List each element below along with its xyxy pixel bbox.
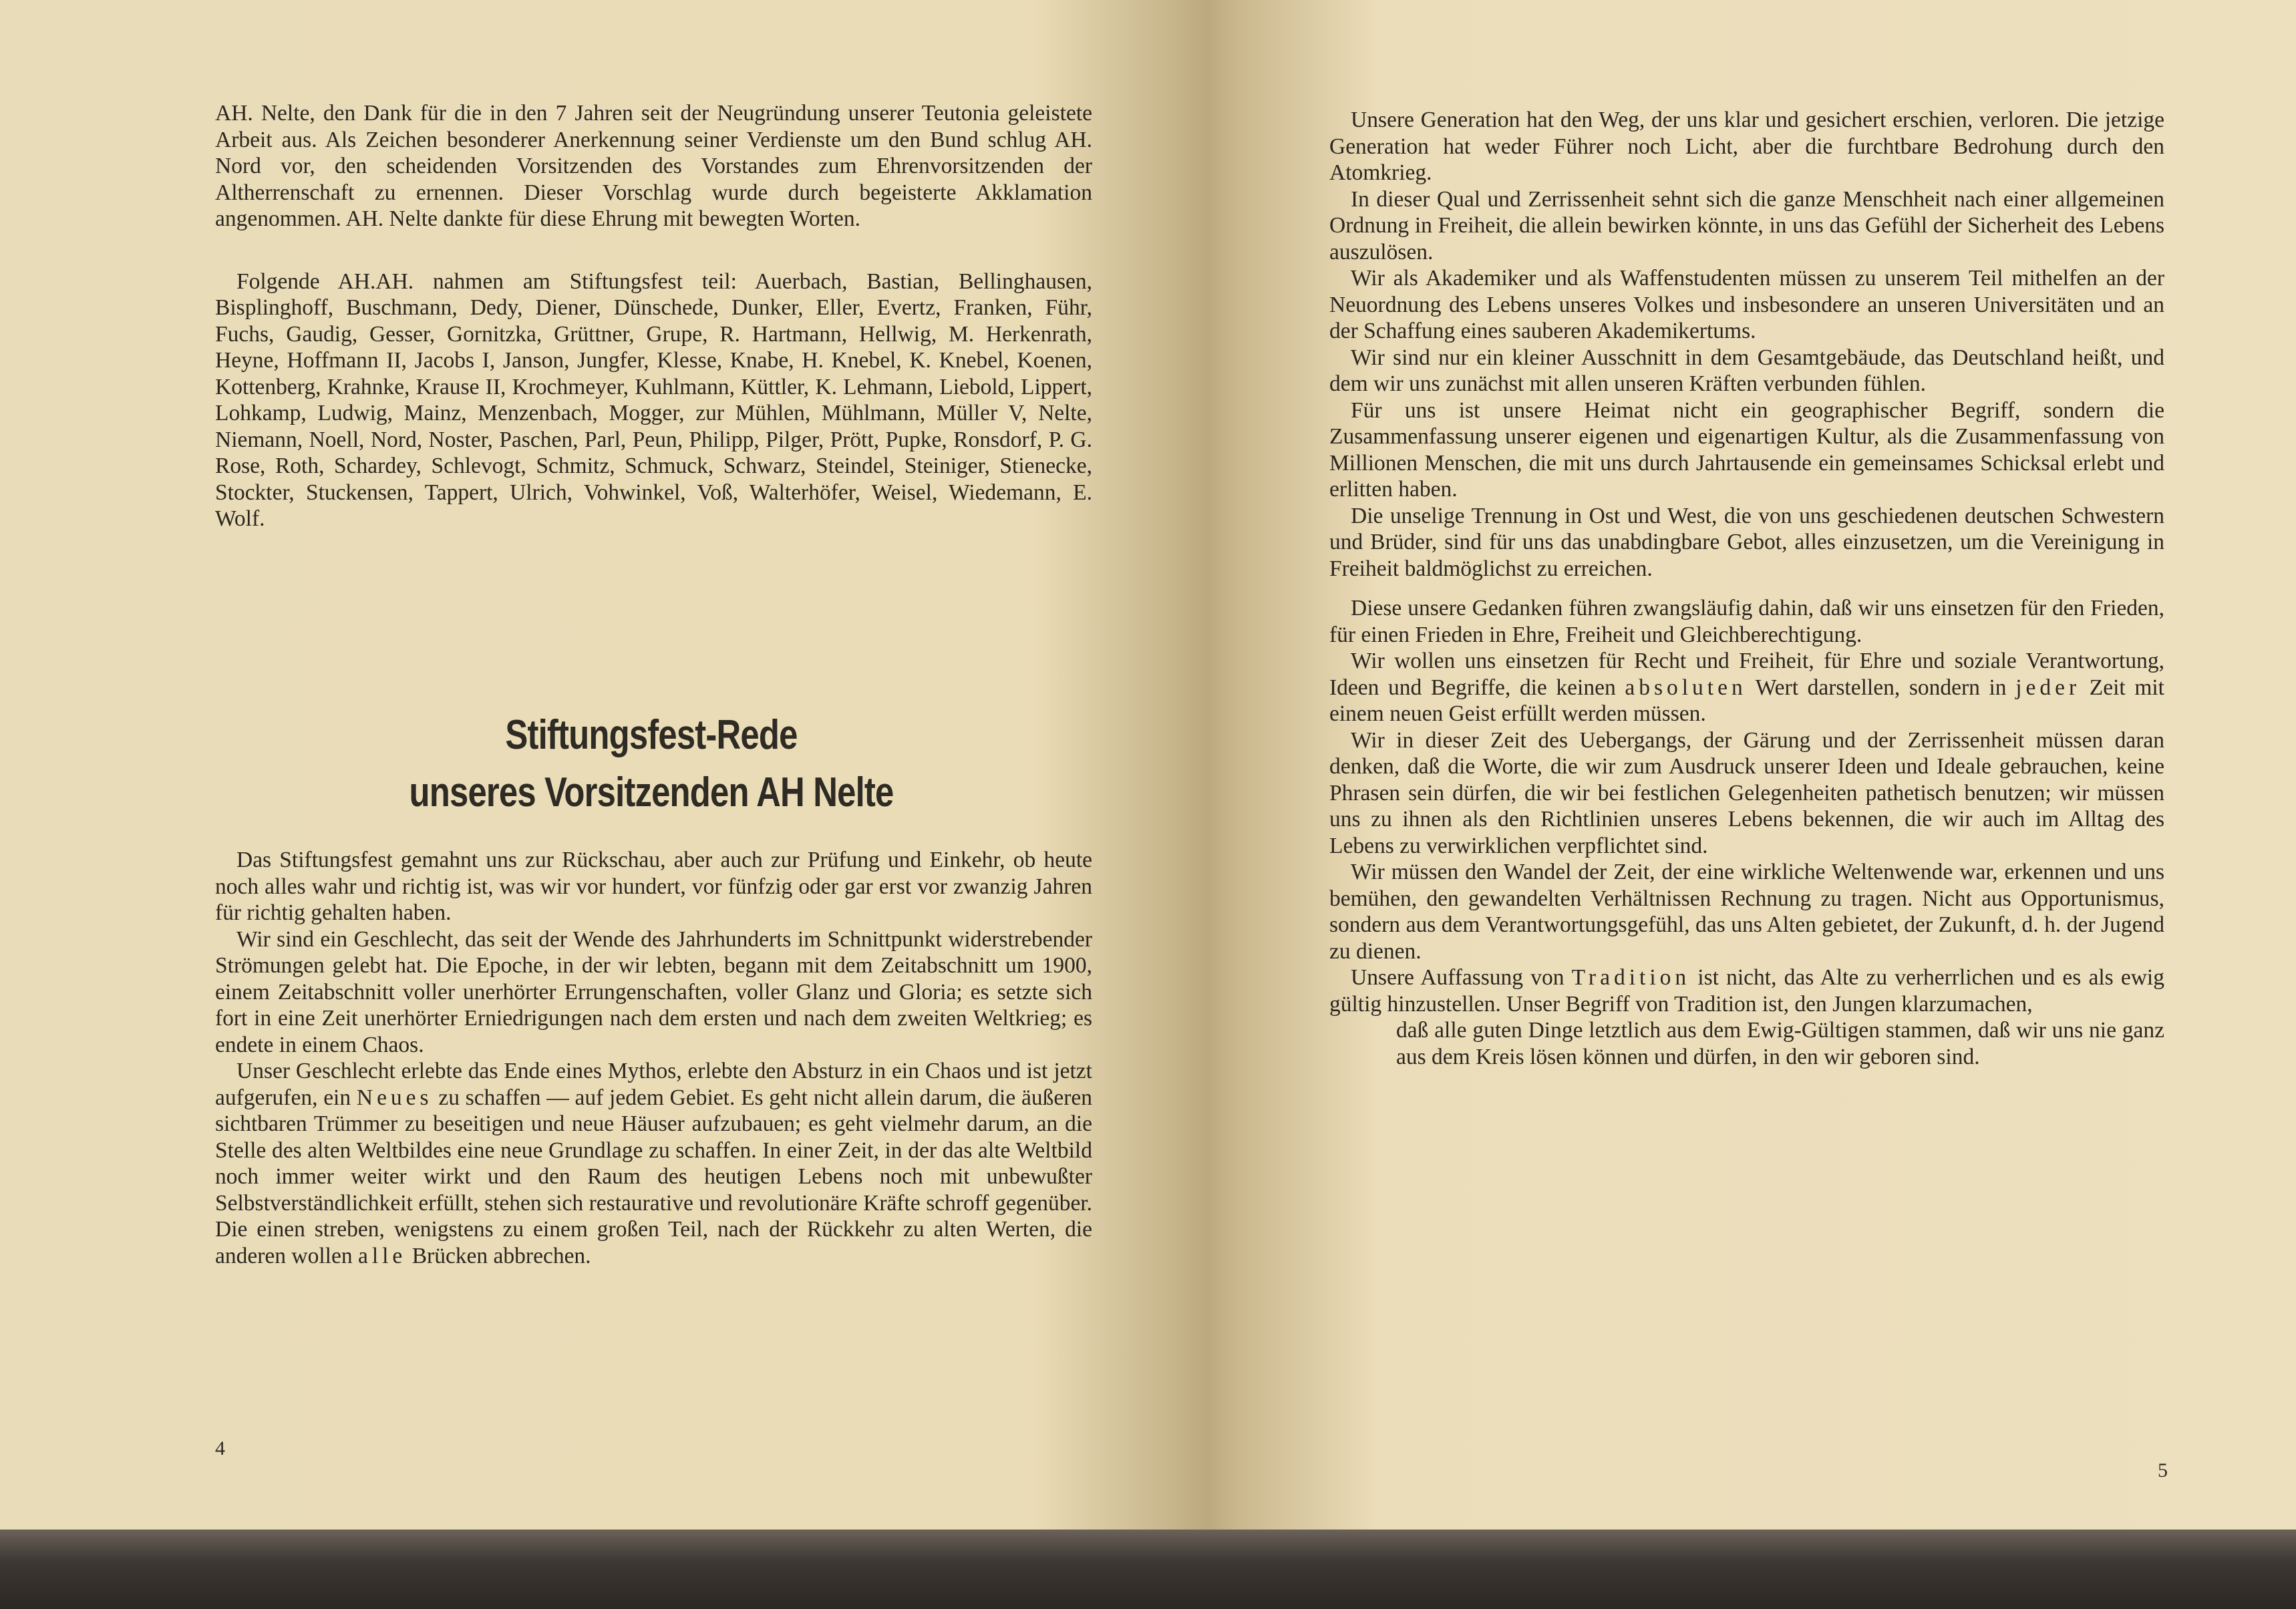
right-paragraph-6: Die unselige Trennung in Ost und West, die von uns geschiedenen deutschen Schwestern und Brüder, sind für uns das unabdingbare Gebot, alles einzusetzen, um die Vereinigung in Freiheit baldmöglichst zu erreichen.	[1329, 503, 2164, 581]
right-paragraph-1: Unsere Generation hat den Weg, der uns klar und gesichert erschien, verloren. Die jetzige Generation hat weder Führer noch Licht, aber die furchtbare Bedrohung durch den Atomkrieg.	[1329, 108, 2164, 185]
speech-column	[215, 847, 1092, 1269]
spaced-word: Neues	[356, 1085, 433, 1110]
spaced-word: absoluten	[1625, 675, 1747, 700]
text-run: Brücken abbrechen.	[406, 1243, 591, 1268]
text-run: ist nicht, das Alte zu verherrlichen und es als ewig gültig hinzustellen. Unser Begriff von Tradition ist, den Jungen klarzumachen,	[1329, 965, 2164, 1017]
text-run: zu schaffen — auf jedem Gebiet. Es geht nicht allein darum, die äußeren sichtbaren Trümmer zu beseitigen und neue Häuser aufzubauen; es geht vielmehr darum, an die Stelle des alten Weltbildes eine neue Grundlage zu schaffen. In einer Zeit, in der das alte Weltbild noch immer weiter wirkt und den Raum des heutigen Lebens noch mit unbewußter Selbstverständlichkeit erfüllt, stehen sich restaurative und revolutionäre Kräfte schroff gegenüber. Die einen streben, wenigstens zu einem großen Teil, nach der Rückkehr zu alten Werten, die anderen wollen	[215, 1085, 1092, 1268]
right-page	[1196, 0, 2296, 1530]
right-paragraph-5: Für uns ist unsere Heimat nicht ein geographischer Begriff, sondern die Zusammenfassung unserer eigenen und eigenartigen Kultur, als die Zusammenfassung von Millionen Menschen, die mit uns durch Jahrtausende ein gemeinsames Schicksal erlebt und erlitten haben.	[1329, 397, 2164, 502]
background-surface	[0, 1530, 2296, 1609]
right-paragraph-10: Wir müssen den Wandel der Zeit, der eine wirkliche Weltenwende war, erkennen und uns bemühen, den gewandelten Verhältnissen Rechnung zu tragen. Nicht aus Opportunismus, sondern aus dem Verantwortungsgefühl, das uns Alten gebietet, der Zukunft, d. h. der Jugend zu dienen.	[1329, 860, 2164, 964]
text-run: Wir wollen uns einsetzen für Recht und Freiheit, für Ehre und soziale Verantwortung, Ideen und Begriffe, die keinen	[1329, 649, 2164, 700]
right-paragraph-3: Wir als Akademiker und als Waffenstudenten müssen zu unserem Teil mithelfen an der Neuordnung des Lebens unseres Volkes und insbesondere an unseren Universitäten und an der Schaffung eines sauberen Akademikertums.	[1329, 266, 2164, 343]
right-paragraph-4: Wir sind nur ein kleiner Ausschnitt in dem Gesamtgebäude, das Deutschland heißt, und dem wir uns zunächst mit allen unseren Kräften verbunden fühlen.	[1329, 345, 2164, 396]
text-run: Wert darstellen, sondern in	[1746, 675, 2016, 700]
spaced-word: jeder	[2015, 675, 2081, 700]
speech-paragraph-1: Das Stiftungsfest gemahnt uns zur Rückschau, aber auch zur Prüfung und Einkehr, ob heute noch alles wahr und richtig ist, was wir vor hundert, vor fünfzig oder gar erst vor zwanzig Jahren für richtig gehalten haben.	[215, 848, 1092, 925]
intro-paragraph: AH. Nelte, den Dank für die in den 7 Jahren seit der Neugründung unserer Teutonia geleistete Arbeit aus. Als Zeichen besonderer Anerkennung seiner Verdienste um den Bund schlug AH. Nord vor, den scheidenden Vorsitzenden des Vorstandes zum Ehrenvorsitzenden der Altherrenschaft zu ernennen. Dieser Vorschlag wurde durch begeisterte Akklamation angenommen. AH. Nelte dankte für diese Ehrung mit bewegten Worten.	[215, 101, 1092, 231]
right-paragraph-7: Diese unsere Gedanken führen zwangsläufig dahin, daß wir uns einsetzen für den Frieden, für einen Frieden in Ehre, Freiheit und Gleichberechtigung.	[1329, 596, 2164, 647]
text-run: Unser Geschlecht erlebte das Ende eines Mythos, erlebte den Absturz in ein Chaos und ist jetzt aufgerufen, ein	[215, 1059, 1092, 1110]
tradition-quote: daß alle guten Dinge letztlich aus dem Ewig-Gültigen stammen, daß wir uns nie ganz aus dem Kreis lösen können und dürfen, in den wir geboren sind.	[1396, 1018, 2164, 1069]
page-number-left: 4	[215, 1437, 225, 1459]
headline-line-2: unseres Vorsitzenden AH Nelte	[409, 769, 894, 816]
text-run: Unsere Auffassung von	[1351, 965, 1572, 990]
right-paragraph-9: Wir in dieser Zeit des Uebergangs, der Gärung und der Zerrissenheit müssen daran denken, daß die Worte, die wir zum Ausdruck unserer Ideen und Ideale gebrauchen, keine Phrasen sein dürfen, die wir bei festlichen Gelegenheiten pathetisch benutzen; wir müssen uns zu ihnen als den Richtlinien unseres Lebens bekennen, die wir auch im Alltag des Lebens zu verwirklichen verpflichtet sind.	[1329, 727, 2164, 858]
attendees-paragraph: Folgende AH.AH. nahmen am Stiftungsfest teil: Auerbach, Bastian, Bellinghausen, Bisplinghoff, Buschmann, Dedy, Diener, Dünschede, Dunker, Eller, Evertz, Franken, Führ, Fuchs, Gaudig, Gesser, Gornitzka, Grüttner, Grupe, R. Hartmann, Hellwig, M. Herkenrath, Heyne, Hoffmann II, Jacobs I, Janson, Jungfer, Klesse, Knabe, H. Knebel, K. Knebel, Koenen, Kottenberg, Krahnke, Krause II, Krochmeyer, Kuhlmann, Küttler, K. Lehmann, Liebold, Lippert, Lohkamp, Ludwig, Mainz, Menzenbach, Mogger, zur Mühlen, Mühlmann, Müller V, Nelte, Niemann, Noell, Nord, Noster, Paschen, Parl, Peun, Philipp, Pilger, Prött, Pupke, Ronsdorf, P. G. Rose, Roth, Schardey, Schlevogt, Schmitz, Schmuck, Schwarz, Steindel, Steiniger, Stienecke, Stockter, Stuckensen, Tappert, Ulrich, Vohwinkel, Voß, Walterhöfer, Weisel, Wiedemann, E. Wolf.	[215, 269, 1092, 531]
right-column	[1329, 107, 2164, 1070]
speech-headline	[293, 707, 1010, 822]
page-number-right: 5	[2158, 1459, 2168, 1481]
right-paragraph-2: In dieser Qual und Zerrissenheit sehnt sich die ganze Menschheit nach einer allgemeinen Ordnung in Freiheit, die allein bewirken könnte, in uns das Gefühl der Sicherheit des Lebens auszulösen.	[1329, 186, 2164, 264]
spaced-word: Tradition	[1571, 965, 1691, 990]
headline-line-1: Stiftungsfest-Rede	[505, 712, 798, 758]
left-page	[0, 0, 1196, 1530]
text-run: Zeit mit einem neuen Geist erfüllt werden müssen.	[1329, 675, 2164, 726]
speech-paragraph-2: Wir sind ein Geschlecht, das seit der Wende des Jahrhunderts im Schnittpunkt widerstrebender Strömungen gelebt hat. Die Epoche, in der wir lebten, begann mit dem Zeitabschnitt um 1900, einem Zeitabschnitt voller unerhörter Errungenschaften, voller Glanz und Gloria; es setzte sich fort in eine Zeit unerhörter Erniedrigungen nach dem ersten und nach dem zweiten Weltkrieg; es endete in einem Chaos.	[215, 926, 1092, 1057]
left-column-top	[215, 100, 1092, 532]
right-paragraph-11	[1329, 964, 2164, 1017]
speech-paragraph-3	[215, 1058, 1092, 1269]
spaced-word: alle	[357, 1243, 407, 1268]
right-paragraph-8	[1329, 648, 2164, 727]
